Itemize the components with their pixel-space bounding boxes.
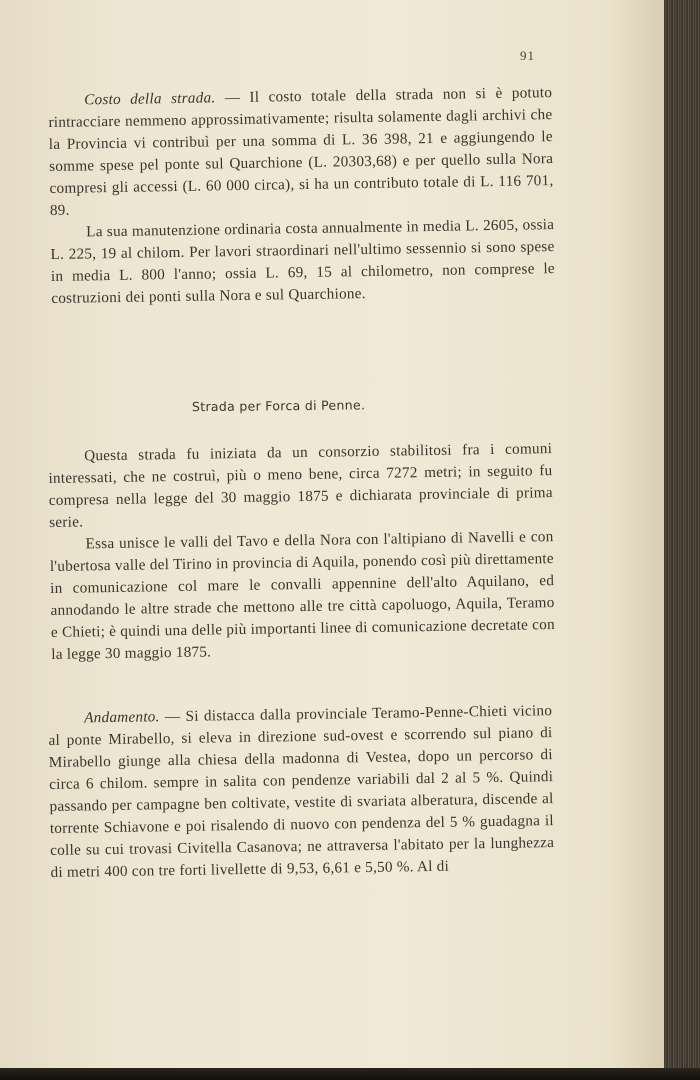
route-section [48,700,555,884]
route-paragraph [48,700,555,884]
section-heading: Strada per Forca di Penne. [191,397,366,415]
route-paragraph-text: — Si distacca dalla provinciale Teramo-Penne-Chieti vicino al ponte Mirabello, si eleva in direzione sud-ovest e scorrendo sul piano di Mirabello giunge alla chiesa della madonna di Vestea, dopo un percorso di circa 6 chilom. sempre in salita con pendenze variabili dal 2 al 5 %. Quindi passando per campagne ben coltivate, vestite di svariata alberatura, discende al torrente Schiavone e poi risalendo di nuovo con pendenza del 5 % guadagna il colle su cui trovasi Civitella Casanova; ne attraversa l'abitato per la lunghezza di metri 400 con tre forti livellette di 9,53, 6,61 e 5,50 %. Al di [48,702,555,881]
cost-paragraph [48,82,554,222]
cost-title: Costo della strada. [84,89,216,109]
connection-paragraph: Essa unisce le valli del Tavo e della Nora con l'altipiano di Navelli e con l'ubertosa valle del Tirino in provincia di Aquila, ponendo così più direttamente in comunicazione col mare le convalli appennine dell'alto Aquilano, ed annodando le altre strade che mettono alle tre città capoluogo, Aquila, Teramo e Chieti; è quindi una delle più importanti linee di comunicazione decretate con la legge 30 maggio 1875. [49,528,556,663]
bottom-edge [0,1068,700,1080]
cost-section [48,82,555,310]
route-title: Andamento. [84,708,160,727]
maintenance-paragraph: La sua manutenzione ordinaria costa annualmente in media L. 2605, ossia L. 225, 19 al chilom. Per lavori straordinari nell'ultimo sessennio si sono spese in media L. 800 l'anno; ossia L. 69, 15 al chilometro, non comprese le costruzioni dei ponti sulla Nora e sul Quarchione. [50,216,556,307]
cost-paragraph-text: — Il costo totale della strada non si è potuto rintracciare nemmeno approssimativamente; risulta solamente dagli archivi che la Provincia vi contribuì per una somma di L. 36 398, 21 e aggiungendo le somme spese pel ponte sul Quarchione (L. 20303,68) e per quello sulla Nora compresi gli accessi (L. 60 000 circa), si ha un contributo totale di L. 116 701, 89. [48,84,554,219]
road-description-section [48,438,555,666]
page-edge [664,0,700,1080]
origin-paragraph: Questa strada fu iniziata da un consorzio stabilitosi fra i comuni interessati, che ne costruì, più o meno bene, circa 7272 metri; in seguito fu compresa nella legge del 30 maggio 1875 e dichiarata provinciale di prima serie. [48,440,553,531]
page-number: 91 [520,48,535,63]
